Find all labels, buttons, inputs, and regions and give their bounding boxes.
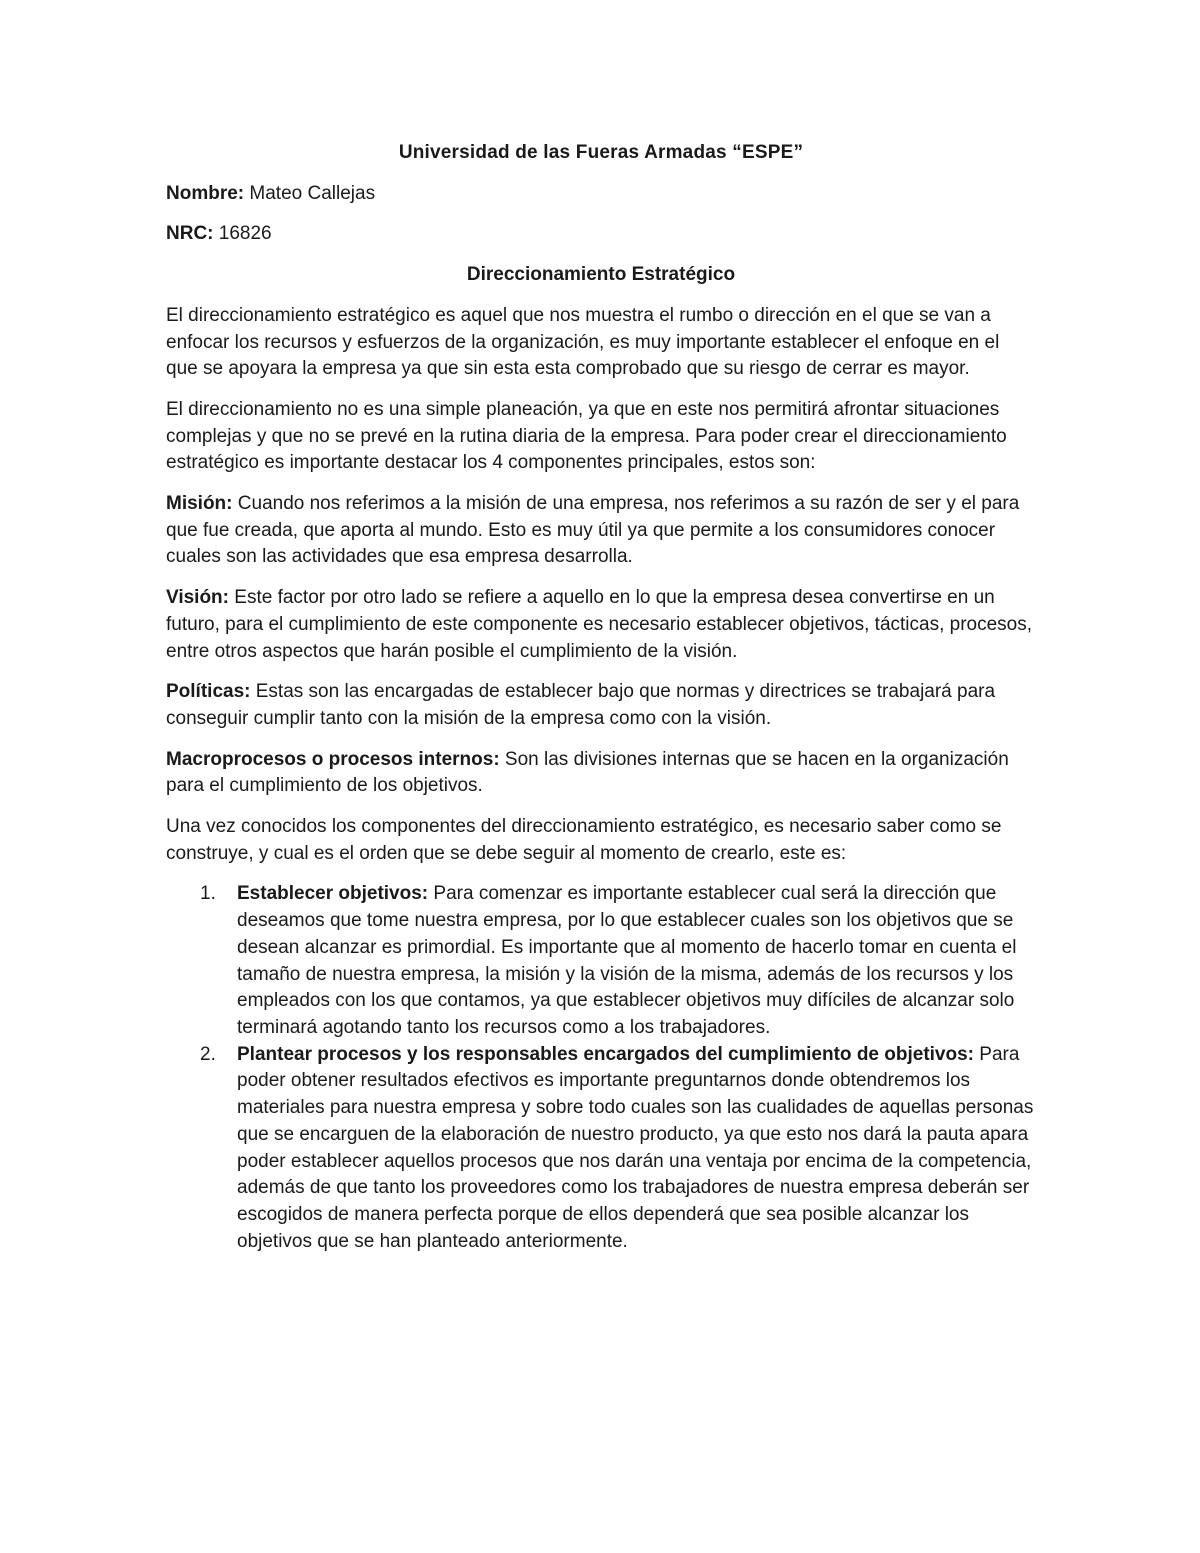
transition-paragraph: Una vez conocidos los componentes del direccionamiento estratégico, es necesario saber como se construye, y cual es el orden que se debe seguir al momento de crearlo, este es: bbox=[166, 816, 1002, 864]
section-heading: Direccionamiento Estratégico bbox=[466, 264, 736, 286]
component-text: Cuando nos referimos a la misión de una empresa, nos referimos a su razón de ser y el para que fue creada, que aporta al mundo. Esto es muy útil ya que permite a los consumidores conocer cuales son las actividades que esa empresa desarrolla. bbox=[166, 493, 1020, 568]
component-politicas bbox=[166, 679, 1036, 732]
component-term: Políticas: bbox=[166, 681, 251, 703]
intro-paragraph: El direccionamiento no es una simple planeación, ya que en este nos permitirá afrontar situaciones complejas y que no se prevé en la rutina diaria de la empresa. Para poder crear el direccionamiento estratégico es importante destacar los 4 componentes principales, estos son: bbox=[166, 398, 1007, 474]
component-text: Estas son las encargadas de establecer bajo que normas y directrices se trabajará para conseguir cumplir tanto con la misión de la empresa como con la visión. bbox=[166, 681, 996, 729]
list-number: 2. bbox=[200, 1043, 216, 1065]
steps-list bbox=[166, 881, 1036, 1255]
component-vision bbox=[166, 585, 1036, 665]
component-term: Macroprocesos o procesos internos: bbox=[166, 748, 500, 770]
component-term: Misión: bbox=[166, 493, 233, 515]
component-macroprocesos bbox=[166, 747, 1036, 800]
nrc-value: 16826 bbox=[213, 223, 272, 245]
document-title: Universidad de las Fueras Armadas “ESPE” bbox=[398, 142, 804, 163]
step-term: Establecer objetivos: bbox=[237, 883, 429, 905]
step-text: Para comenzar es importante establecer cual será la dirección que deseamos que tome nuestra empresa, por lo que establecer cuales son los objetivos que se desean alcanzar es primordial. Es importante que al momento de hacerlo tomar en cuenta el tamaño de nuestra empresa, la misión y la visión de la misma, además de los recursos y los empleados con los que contamos, ya que establecer objetivos muy difíciles de alcanzar solo terminará agotando tanto los recursos como a los trabajadores. bbox=[237, 883, 1017, 1038]
intro-paragraph: El direccionamiento estratégico es aquel que nos muestra el rumbo o dirección en el que se van a enfocar los recursos y esfuerzos de la organización, es muy importante establecer el enfoque en el que se apoyara la empresa ya que sin esta esta comprobado que su riesgo de cerrar es mayor. bbox=[166, 304, 1000, 380]
list-number: 1. bbox=[200, 883, 216, 905]
step-text: Para poder obtener resultados efectivos es importante preguntarnos donde obtendremos los materiales para nuestra empresa y sobre todo cuales son las cualidades de aquellas personas que se encarguen de la elaboración de nuestro producto, ya que esto nos dará la pauta apara poder establecer aquellos procesos que nos darán una ventaja por encima de la competencia, además de que tanto los proveedores como los trabajadores de nuestra empresa deberán ser escogidos de manera perfecta porque de ellos dependerá que sea posible alcanzar los objetivos que se han planteado anteriormente. bbox=[237, 1043, 1034, 1252]
component-term: Visión: bbox=[166, 587, 229, 609]
component-text: Son las divisiones internas que se hacen en la organización para el cumplimiento de los objetivos. bbox=[166, 748, 1009, 797]
document-body bbox=[166, 140, 1036, 1255]
component-text: Este factor por otro lado se refiere a aquello en lo que la empresa desea convertirse en un futuro, para el cumplimiento de este componente es necesario establecer objetivos, tácticas, procesos, entre otros aspectos que harán posible el cumplimiento de la visión. bbox=[166, 587, 1033, 662]
name-label: Nombre: bbox=[166, 182, 245, 204]
name-line bbox=[166, 181, 1036, 208]
step-term: Plantear procesos y los responsables encargados del cumplimiento de objetivos: bbox=[237, 1043, 975, 1065]
nrc-line bbox=[166, 221, 1036, 248]
list-item bbox=[166, 1042, 1036, 1256]
name-value: Mateo Callejas bbox=[244, 182, 376, 204]
component-mision bbox=[166, 491, 1036, 571]
nrc-label: NRC: bbox=[166, 223, 214, 245]
list-item bbox=[166, 881, 1036, 1041]
